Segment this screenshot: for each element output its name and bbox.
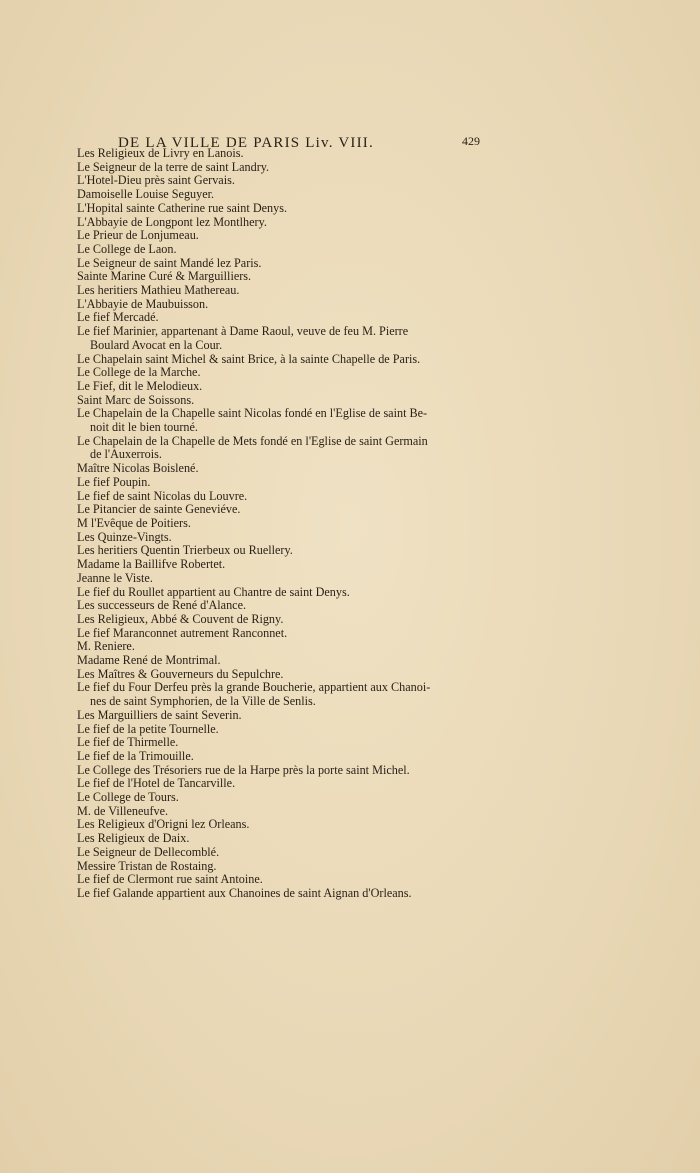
list-item bbox=[77, 435, 477, 462]
list-item-first-line: Le Chapelain de la Chapelle de Mets fondé en l'Eglise de saint Germain bbox=[77, 433, 428, 448]
list-item-first-line: Le Chapelain de la Chapelle saint Nicolas fondé en l'Eglise de saint Be- bbox=[77, 406, 428, 421]
list-item: Le Pitancier de sainte Geneviéve. bbox=[77, 502, 241, 517]
list-item: L'Hotel-Dieu près saint Gervais. bbox=[77, 173, 235, 188]
page-number: 429 bbox=[462, 134, 480, 148]
list-item: L'Hopital sainte Catherine rue saint Denys. bbox=[77, 200, 288, 215]
list-item-continuation: de l'Auxerrois. bbox=[90, 447, 162, 462]
list-item: L'Abbayie de Longpont lez Montlhery. bbox=[77, 214, 267, 229]
list-item: Le College des Trésoriers rue de la Harpe près la porte saint Michel. bbox=[77, 762, 410, 777]
list-item: Le Seigneur de Dellecomblé. bbox=[77, 844, 220, 859]
list-item: Le fief Mercadé. bbox=[77, 310, 159, 325]
list-item: Le fief de saint Nicolas du Louvre. bbox=[77, 488, 248, 503]
list-item: Le Fief, dit le Melodieux. bbox=[77, 378, 203, 393]
list-item: Le fief Galande appartient aux Chanoines de saint Aignan d'Orleans. bbox=[77, 885, 412, 900]
list-item-first-line: Le fief Marinier, appartenant à Dame Raoul, veuve de feu M. Pierre bbox=[77, 324, 409, 339]
list-item: Le Chapelain saint Michel & saint Brice, à la sainte Chapelle de Paris. bbox=[77, 351, 421, 366]
list-item: Messire Tristan de Rostaing. bbox=[77, 858, 217, 873]
list-item: Les Religieux d'Origni lez Orleans. bbox=[77, 817, 250, 832]
list-item: M. de Villeneufve. bbox=[77, 803, 169, 818]
list-item: Le Seigneur de saint Mandé lez Paris. bbox=[77, 255, 262, 270]
list-item: M. Reniere. bbox=[77, 639, 135, 654]
list-item: Les Quinze-Vingts. bbox=[77, 529, 172, 544]
list-item: M l'Evêque de Poitiers. bbox=[77, 515, 191, 530]
list-item: Madame René de Montrimal. bbox=[77, 653, 221, 668]
list-item: Le Seigneur de la terre de saint Landry. bbox=[77, 159, 270, 174]
list-item-first-line: Le fief du Four Derfeu près la grande Boucherie, appartient aux Chanoi- bbox=[77, 680, 431, 695]
list-item: Les heritiers Mathieu Mathereau. bbox=[77, 283, 240, 298]
list-item: Le fief Poupin. bbox=[77, 474, 151, 489]
list-item: Les successeurs de René d'Alance. bbox=[77, 598, 247, 613]
list-item: Sainte Marine Curé & Marguilliers. bbox=[77, 269, 252, 284]
list-item: Le Prieur de Lonjumeau. bbox=[77, 228, 199, 243]
list-item: Le fief de Clermont rue saint Antoine. bbox=[77, 872, 263, 887]
list-item bbox=[77, 681, 477, 708]
list-item: L'Abbayie de Maubuisson. bbox=[77, 296, 209, 311]
list-item: Les Religieux de Livry en Lanois. bbox=[77, 146, 244, 160]
list-item: Le fief Maranconnet autrement Ranconnet. bbox=[77, 625, 288, 640]
list-item: Les Marguilliers de saint Severin. bbox=[77, 707, 242, 722]
list-item: Le fief de la petite Tournelle. bbox=[77, 721, 219, 736]
list-item: Damoiselle Louise Seguyer. bbox=[77, 187, 215, 202]
list-item: Le fief de la Trimouille. bbox=[77, 748, 194, 763]
list-item: Madame la Baillifve Robertet. bbox=[77, 557, 226, 572]
list-item: Le fief du Roullet appartient au Chantre de saint Denys. bbox=[77, 584, 350, 599]
list-item bbox=[77, 325, 477, 352]
list-item: Les heritiers Quentin Trierbeux ou Ruellery. bbox=[77, 543, 293, 558]
list-item: Les Religieux de Daix. bbox=[77, 831, 190, 846]
list-item: Le College de Laon. bbox=[77, 241, 177, 256]
list-item: Les Religieux, Abbé & Couvent de Rigny. bbox=[77, 611, 284, 626]
list-item: Jeanne le Viste. bbox=[77, 570, 153, 585]
list-item: Le College de Tours. bbox=[77, 790, 179, 805]
list-item-continuation: noit dit le bien tourné. bbox=[90, 420, 198, 435]
entries-list bbox=[77, 147, 477, 901]
list-item: Le fief de Thirmelle. bbox=[77, 735, 179, 750]
list-item: Maître Nicolas Boislené. bbox=[77, 461, 199, 476]
list-item: Le College de la Marche. bbox=[77, 365, 201, 380]
list-item: Saint Marc de Soissons. bbox=[77, 392, 195, 407]
list-item bbox=[77, 407, 477, 434]
list-item: Les Maîtres & Gouverneurs du Sepulchre. bbox=[77, 666, 284, 681]
list-item-continuation: Boulard Avocat en la Cour. bbox=[90, 337, 223, 352]
running-title: DE LA VILLE DE PARIS Liv. VIII. bbox=[118, 135, 374, 151]
list-item-continuation: nes de saint Symphorien, de la Ville de Senlis. bbox=[90, 694, 316, 709]
list-item: Le fief de l'Hotel de Tancarville. bbox=[77, 776, 236, 791]
